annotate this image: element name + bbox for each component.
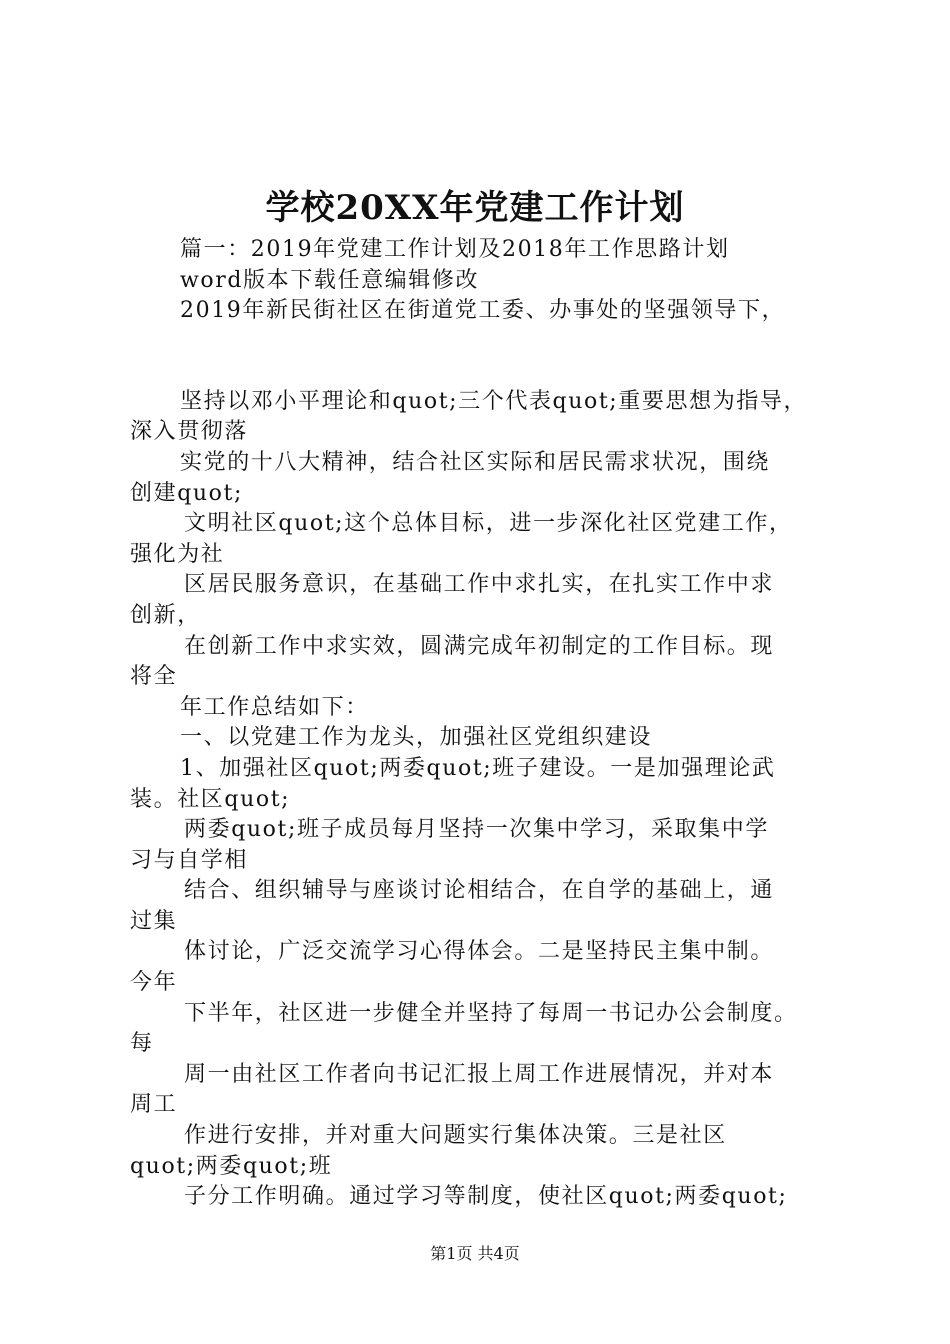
text-line: 创建quot; (130, 480, 243, 506)
text-line: 周一由社区工作者向书记汇报上周工作进展情况，并对本 (184, 1061, 775, 1087)
text-line: 体讨论，广泛交流学习心得体会。二是坚持民主集中制。 (184, 939, 775, 965)
document-title: 学校20XX年党建工作计划 (265, 188, 685, 228)
text-line: 文明社区quot;这个总体目标，进一步深化社区党建工作， (184, 511, 793, 537)
text-line: 坚持以邓小平理论和quot;三个代表quot;重要思想为指导， (180, 388, 808, 414)
text-line: 年工作总结如下： (180, 694, 369, 720)
text-line: 子分工作明确。通过学习等制度，使社区quot;两委quot; (184, 1184, 788, 1210)
text-line: 每 (130, 1031, 154, 1057)
text-line: 强化为社 (130, 541, 225, 567)
text-line: word版本下载任意编辑修改 (180, 267, 480, 293)
document-body (130, 235, 840, 1213)
text-line: 在创新工作中求实效，圆满完成年初制定的工作目标。现 (184, 633, 775, 659)
text-line: 习与自学相 (130, 847, 249, 873)
text-line: 1、加强社区quot;两委quot;班子建设。一是加强理论武 (180, 755, 776, 781)
text-line: 2019年新民街社区在街道党工委、办事处的坚强领导下， (180, 298, 786, 324)
text-line: 区居民服务意识，在基础工作中求扎实，在扎实工作中求 (184, 572, 775, 598)
text-line: 结合、组织辅导与座谈讨论相结合，在自学的基础上，通 (184, 878, 775, 904)
text-line: 今年 (130, 970, 178, 996)
page-number: 第1页 共4页 (430, 1244, 520, 1263)
section-heading: 一、以党建工作为龙头，加强社区党组织建设 (180, 725, 653, 751)
text-line: 过集 (130, 908, 178, 934)
text-line: 深入贯彻落 (130, 419, 249, 445)
text-line: 篇一：2019年党建工作计划及2018年工作思路计划 (180, 237, 730, 262)
text-line: 周工 (130, 1092, 178, 1118)
text-line: 实党的十八大精神，结合社区实际和居民需求状况，围绕 (180, 449, 771, 475)
text-line: 创新， (130, 602, 201, 628)
text-line: 装。社区quot; (130, 786, 291, 812)
text-line: 下半年，社区进一步健全并坚持了每周一书记办公会制度。 (184, 1000, 798, 1026)
text-line: quot;两委quot;班 (130, 1153, 333, 1179)
text-line: 作进行安排，并对重大问题实行集体决策。三是社区 (184, 1123, 727, 1149)
text-line: 两委quot;班子成员每月坚持一次集中学习，采取集中学 (184, 817, 769, 843)
text-line: 将全 (130, 664, 178, 690)
paragraph-gap (130, 327, 840, 387)
